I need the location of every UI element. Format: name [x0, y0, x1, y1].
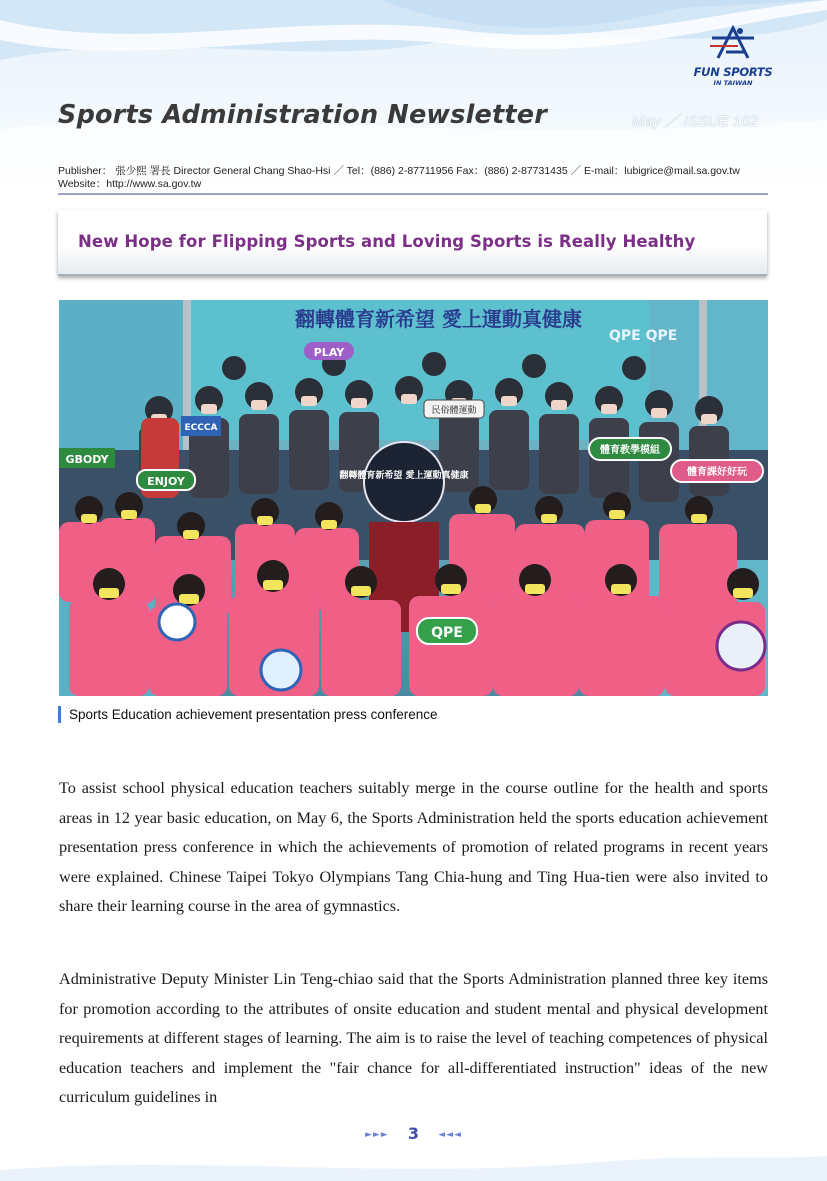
newsletter-title: Sports Administration Newsletter: [58, 100, 548, 130]
publisher-line: Publisher： 張少熙 署長 Director General Chang Shao-Hsi ／ Tel：(886) 2-87711956 Fax：(886) 2-87731435 ／ E-mail：lubigrice@mail.sa.gov.tw: [58, 165, 740, 177]
photo-caption: Sports Education achievement presentation press conference: [58, 706, 437, 723]
sign-fun-pe: 體育課好好玩: [687, 467, 747, 478]
body-sign-text: GBODY: [65, 453, 109, 466]
orb-banner-text: 翻轉體育新希望 愛上運動真健康: [339, 471, 469, 481]
page-footer: [0, 1124, 827, 1143]
page-number: 3: [407, 1124, 420, 1143]
footer-wave: [0, 1150, 827, 1181]
website-line: Website：http://www.sa.gov.tw: [58, 178, 202, 190]
logo-text: FUN SPORTS: [693, 65, 773, 79]
qpe-sign-text: QPE: [431, 625, 463, 641]
fun-sports-logo: [688, 24, 778, 92]
article-paragraph-1: To assist school physical education teachers suitably merge in the course outline for the health and sports areas in 12 year basic education, on May 6, the Sports Administration held the sports education achievement presentation press conference in which the achievements of promotion of related programs in recent years were explained. Chinese Taipei Tokyo Olympians Tang Chia-hung and Ting Hua-tien were also invited to share their learning course in the area of gymnastics.: [59, 779, 768, 916]
play-sign-text: PLAY: [313, 346, 345, 359]
runner-icon: [688, 24, 778, 66]
header-divider: [58, 193, 768, 195]
enjoy-sign-text: ENJOY: [147, 475, 185, 488]
press-conference-photo: [59, 300, 768, 696]
cca-sign-text: ECCCA: [184, 423, 218, 433]
headline-box: [58, 210, 767, 276]
article-paragraph-2: Administrative Deputy Minister Lin Teng-chiao said that the Sports Administration planned three key items for promotion according to the attributes of onsite education and student mental and physical development requirements at different stages of learning. The aim is to raise the level of teaching competences of physical education teachers and implement the "fair chance for all-differentiated instruction" ideas of the new curriculum guidelines in: [59, 970, 768, 1107]
qpe-top-text: QPE QPE: [609, 328, 678, 344]
logo-subtext: IN TAIWAN: [713, 79, 753, 87]
banner-text: 翻轉體育新希望 愛上運動真健康: [295, 307, 582, 331]
arrows-right-icon: ►►►: [365, 1130, 389, 1140]
sign-teaching-module: 體育教學模組: [600, 445, 660, 456]
arrows-left-icon: ◄◄◄: [438, 1130, 462, 1140]
sign-folk-sports: 民俗體運動: [431, 406, 477, 416]
article-headline: New Hope for Flipping Sports and Loving Sports is Really Healthy: [78, 232, 696, 251]
issue-label: May ／ ISSUE 102: [632, 113, 758, 130]
publisher-info: [58, 165, 778, 191]
